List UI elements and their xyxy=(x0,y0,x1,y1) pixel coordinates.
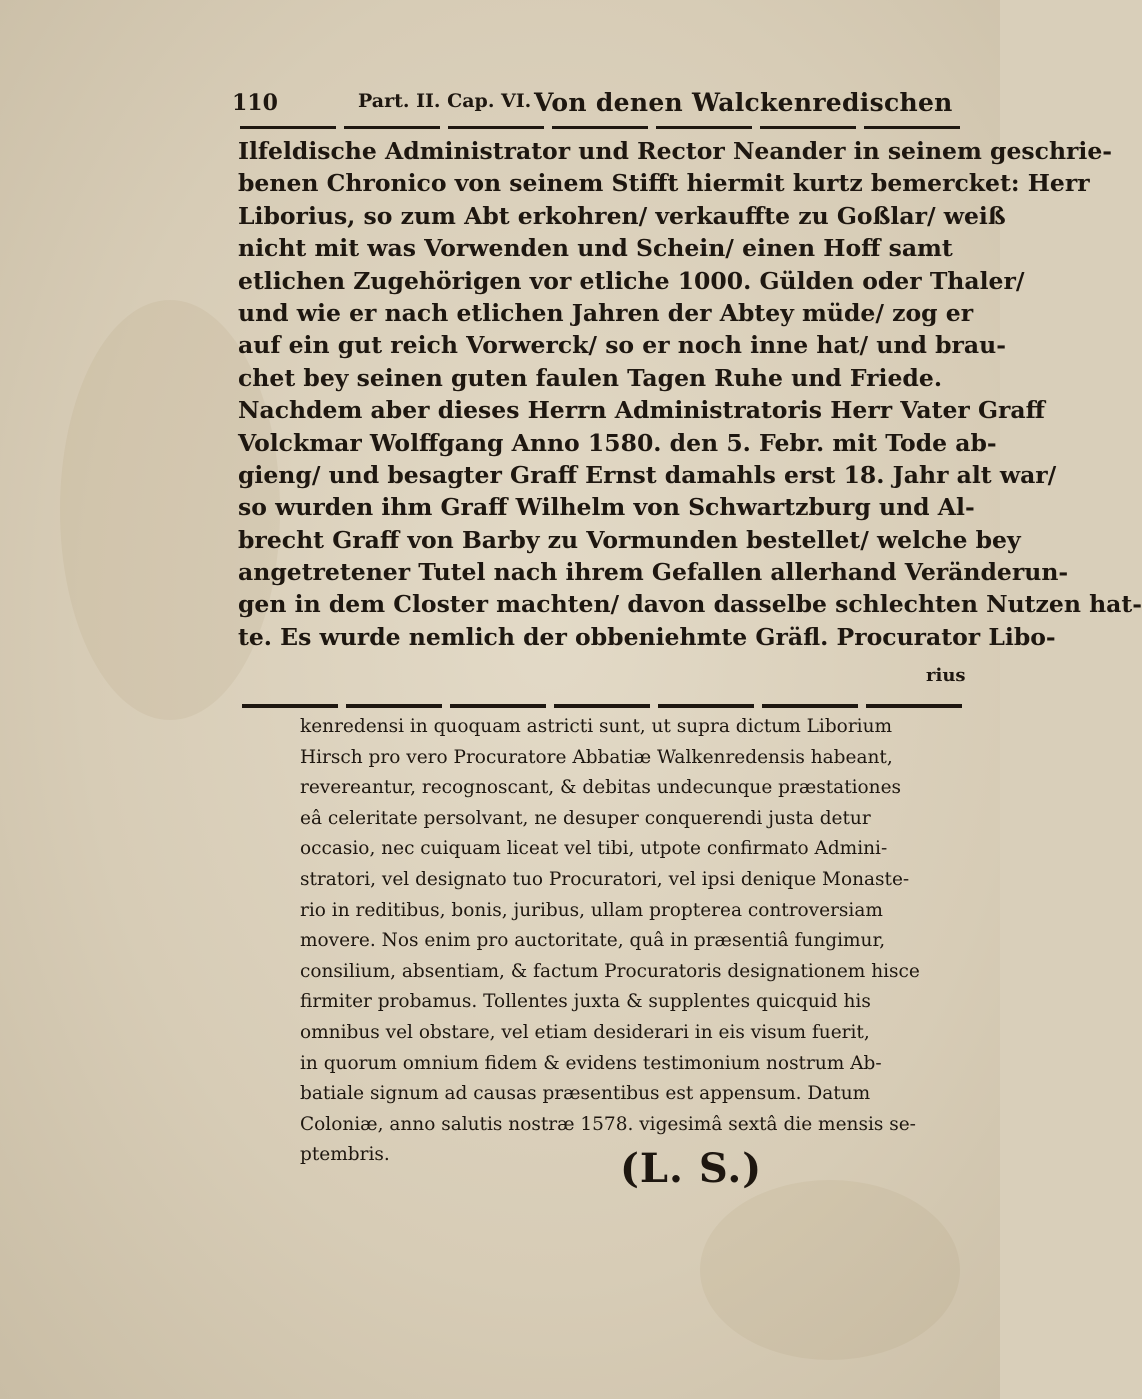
text-line: brecht Graff von Barby zu Vormunden bestellet/ welche bey xyxy=(238,525,1021,554)
text-line: und wie er nach etlichen Jahren der Abtey müde/ zog er xyxy=(238,298,974,327)
paper-stain xyxy=(700,1180,960,1360)
footnote-line: kenredensi in quoquam astricti sunt, ut supra dictum Liborium xyxy=(300,716,893,737)
locus-sigilli: (L. S.) xyxy=(620,1145,763,1192)
footnote-line: eâ celeritate persolvant, ne desuper conquerendi justa detur xyxy=(300,807,871,829)
footnote-line: firmiter probamus. Tollentes juxta & supplentes quicquid his xyxy=(300,991,871,1013)
footnote-line: Hirsch pro vero Procuratore Abbatiæ Walkenredensis habeant, xyxy=(300,746,893,768)
footnote-rule xyxy=(242,704,968,708)
footnote-line: ptembris. xyxy=(300,1144,390,1166)
text-line: so wurden ihm Graff Wilhelm von Schwartzburg und Al- xyxy=(238,493,975,522)
footnote-line: Coloniæ, anno salutis nostræ 1578. vigesimâ sextâ die mensis se- xyxy=(300,1113,916,1135)
footnote-line: occasio, nec cuiquam liceat vel tibi, utpote confirmato Admini- xyxy=(300,838,888,860)
footnote-line: batiale signum ad causas præsentibus est appensum. Datum xyxy=(300,1083,871,1105)
text-line: Ilfeldische Administrator und Rector Neander in seinem geschrie- xyxy=(238,137,1113,165)
header-rule xyxy=(240,126,968,129)
text-line: gieng/ und besagter Graff Ernst damahls erst 18. Jahr alt war/ xyxy=(238,460,1057,489)
text-line: angetretener Tutel nach ihrem Gefallen allerhand Veränderun- xyxy=(238,558,1069,587)
catchword: rius xyxy=(926,665,966,686)
text-line: etlichen Zugehörigen vor etliche 1000. Gülden oder Thaler/ xyxy=(238,266,1025,295)
footnote-line: in quorum omnium fidem & evidens testimonium nostrum Ab- xyxy=(300,1052,882,1074)
text-line: auf ein gut reich Vorwerck/ so er noch inne hat/ und brau- xyxy=(238,331,1006,360)
running-title: Von denen Walckenredischen xyxy=(534,88,953,117)
footnote-line: stratori, vel designato tuo Procuratori, vel ipsi denique Monaste- xyxy=(300,868,910,890)
footnote-line: revereantur, recognoscant, & debitas undecunque præstationes xyxy=(300,777,902,799)
text-line: gen in dem Closter machten/ davon dasselbe schlechten Nutzen hat- xyxy=(238,590,1142,619)
part-chapter-label: Part. II. Cap. VI. xyxy=(358,90,532,112)
footnote-line: consilium, absentiam, & factum Procuratoris designationem hisce xyxy=(300,960,920,982)
footnote-line: omnibus vel obstare, vel etiam desiderari in eis visum fuerit, xyxy=(300,1021,870,1043)
text-line: Nachdem aber dieses Herrn Administratoris Herr Vater Graff xyxy=(238,396,1045,425)
footnote-line: movere. Nos enim pro auctoritate, quâ in præsentiâ fungimur, xyxy=(300,930,886,952)
footnote-text xyxy=(300,712,970,1171)
running-header xyxy=(232,88,992,122)
footnote-line: rio in reditibus, bonis, juribus, ullam propterea controversiam xyxy=(300,899,883,921)
text-line: te. Es wurde nemlich der obbeniehmte Gräfl. Procurator Libo- xyxy=(238,622,1056,651)
text-line: Liborius, so zum Abt erkohren/ verkauffte zu Goßlar/ weiß xyxy=(238,201,1006,230)
text-line: chet bey seinen guten faulen Tagen Ruhe und Friede. xyxy=(238,363,943,392)
text-line: Volckmar Wolffgang Anno 1580. den 5. Febr. mit Tode ab- xyxy=(238,428,997,457)
page-number: 110 xyxy=(232,90,278,116)
text-line: benen Chronico von seinem Stifft hiermit kurtz bemercket: Herr xyxy=(238,169,1090,198)
text-line: nicht mit was Vorwenden und Schein/ einen Hoff samt xyxy=(238,234,953,263)
main-text xyxy=(238,135,1142,653)
